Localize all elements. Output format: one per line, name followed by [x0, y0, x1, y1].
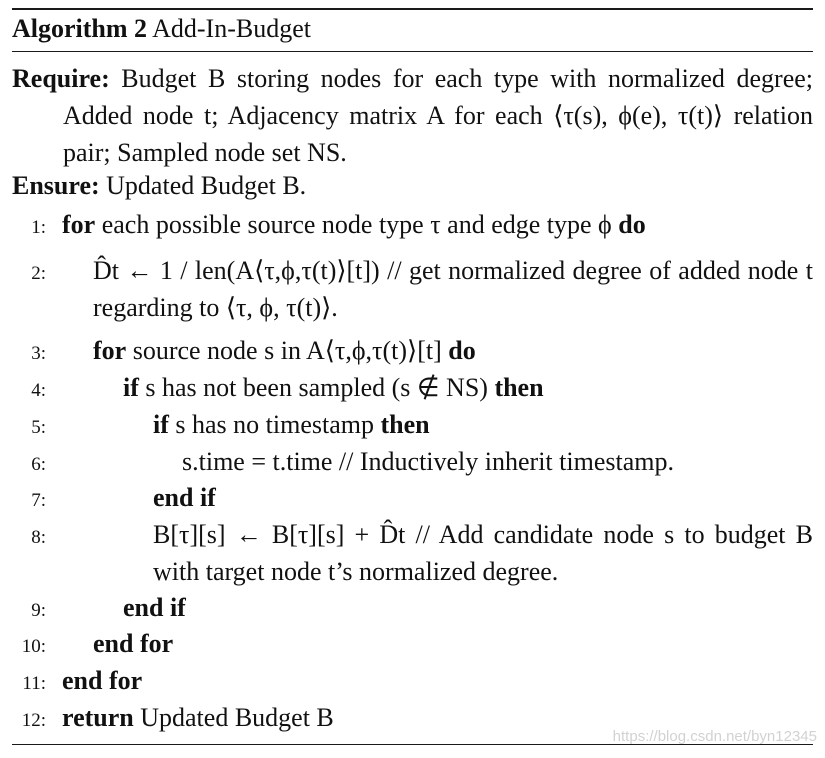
- watermark: https://blog.csdn.net/byn12345: [612, 728, 817, 745]
- line-text: for source node s in A⟨τ,ϕ,τ(t)⟩[t] do: [93, 336, 476, 365]
- algorithm-title: [12, 14, 311, 44]
- line-number: 3:: [31, 343, 46, 364]
- top-rule: [12, 8, 813, 10]
- line-text: s.time = t.time // Inductively inherit timestamp.: [182, 447, 674, 476]
- line-number: 4:: [31, 380, 46, 401]
- line-number: 10:: [21, 636, 46, 657]
- line-text: if s has not been sampled (s ∉ NS) then: [123, 373, 544, 402]
- line-number: 2:: [31, 263, 46, 284]
- line-number: 7:: [31, 490, 46, 511]
- line-text: D̂t ← 1 / len(A⟨τ,ϕ,τ(t)⟩[t]) // get normalized degree of added node t regarding to ⟨τ, ϕ, τ(t)⟩.: [93, 256, 813, 322]
- line-text: if s has no timestamp then: [153, 410, 430, 439]
- algorithm-name: Add-In-Budget: [152, 14, 311, 43]
- line-number: 1:: [31, 217, 46, 238]
- require-label: Require:: [12, 64, 110, 93]
- line-number: 5:: [31, 417, 46, 438]
- line-text: end for: [62, 666, 143, 695]
- line-text: end if: [123, 593, 186, 622]
- line-number: 6:: [31, 454, 46, 475]
- ensure-block: [12, 171, 306, 201]
- line-number: 11:: [22, 673, 46, 694]
- line-text: end if: [153, 483, 216, 512]
- line-number: 12:: [21, 710, 46, 731]
- ensure-text: Updated Budget B.: [106, 171, 307, 200]
- ensure-label: Ensure:: [12, 171, 100, 200]
- algorithm-number: Algorithm 2: [12, 14, 148, 43]
- line-text: return Updated Budget B: [62, 703, 334, 732]
- line-text: end for: [93, 629, 174, 658]
- require-text: Budget B storing nodes for each type with normalized degree; Added node t; Adjacency matrix A for each ⟨τ(s), ϕ(e), τ(t)⟩ relation pair; Sampled node set NS.: [63, 64, 813, 167]
- require-block: [12, 60, 813, 171]
- line-text: B[τ][s] ← B[τ][s] + D̂t // Add candidate node s to budget B with target node t’s normalized degree.: [153, 520, 813, 586]
- line-number: 8:: [31, 527, 46, 548]
- line-number: 9:: [31, 600, 46, 621]
- line-text: for each possible source node type τ and edge type ϕ do: [62, 210, 646, 239]
- title-rule: [12, 51, 813, 52]
